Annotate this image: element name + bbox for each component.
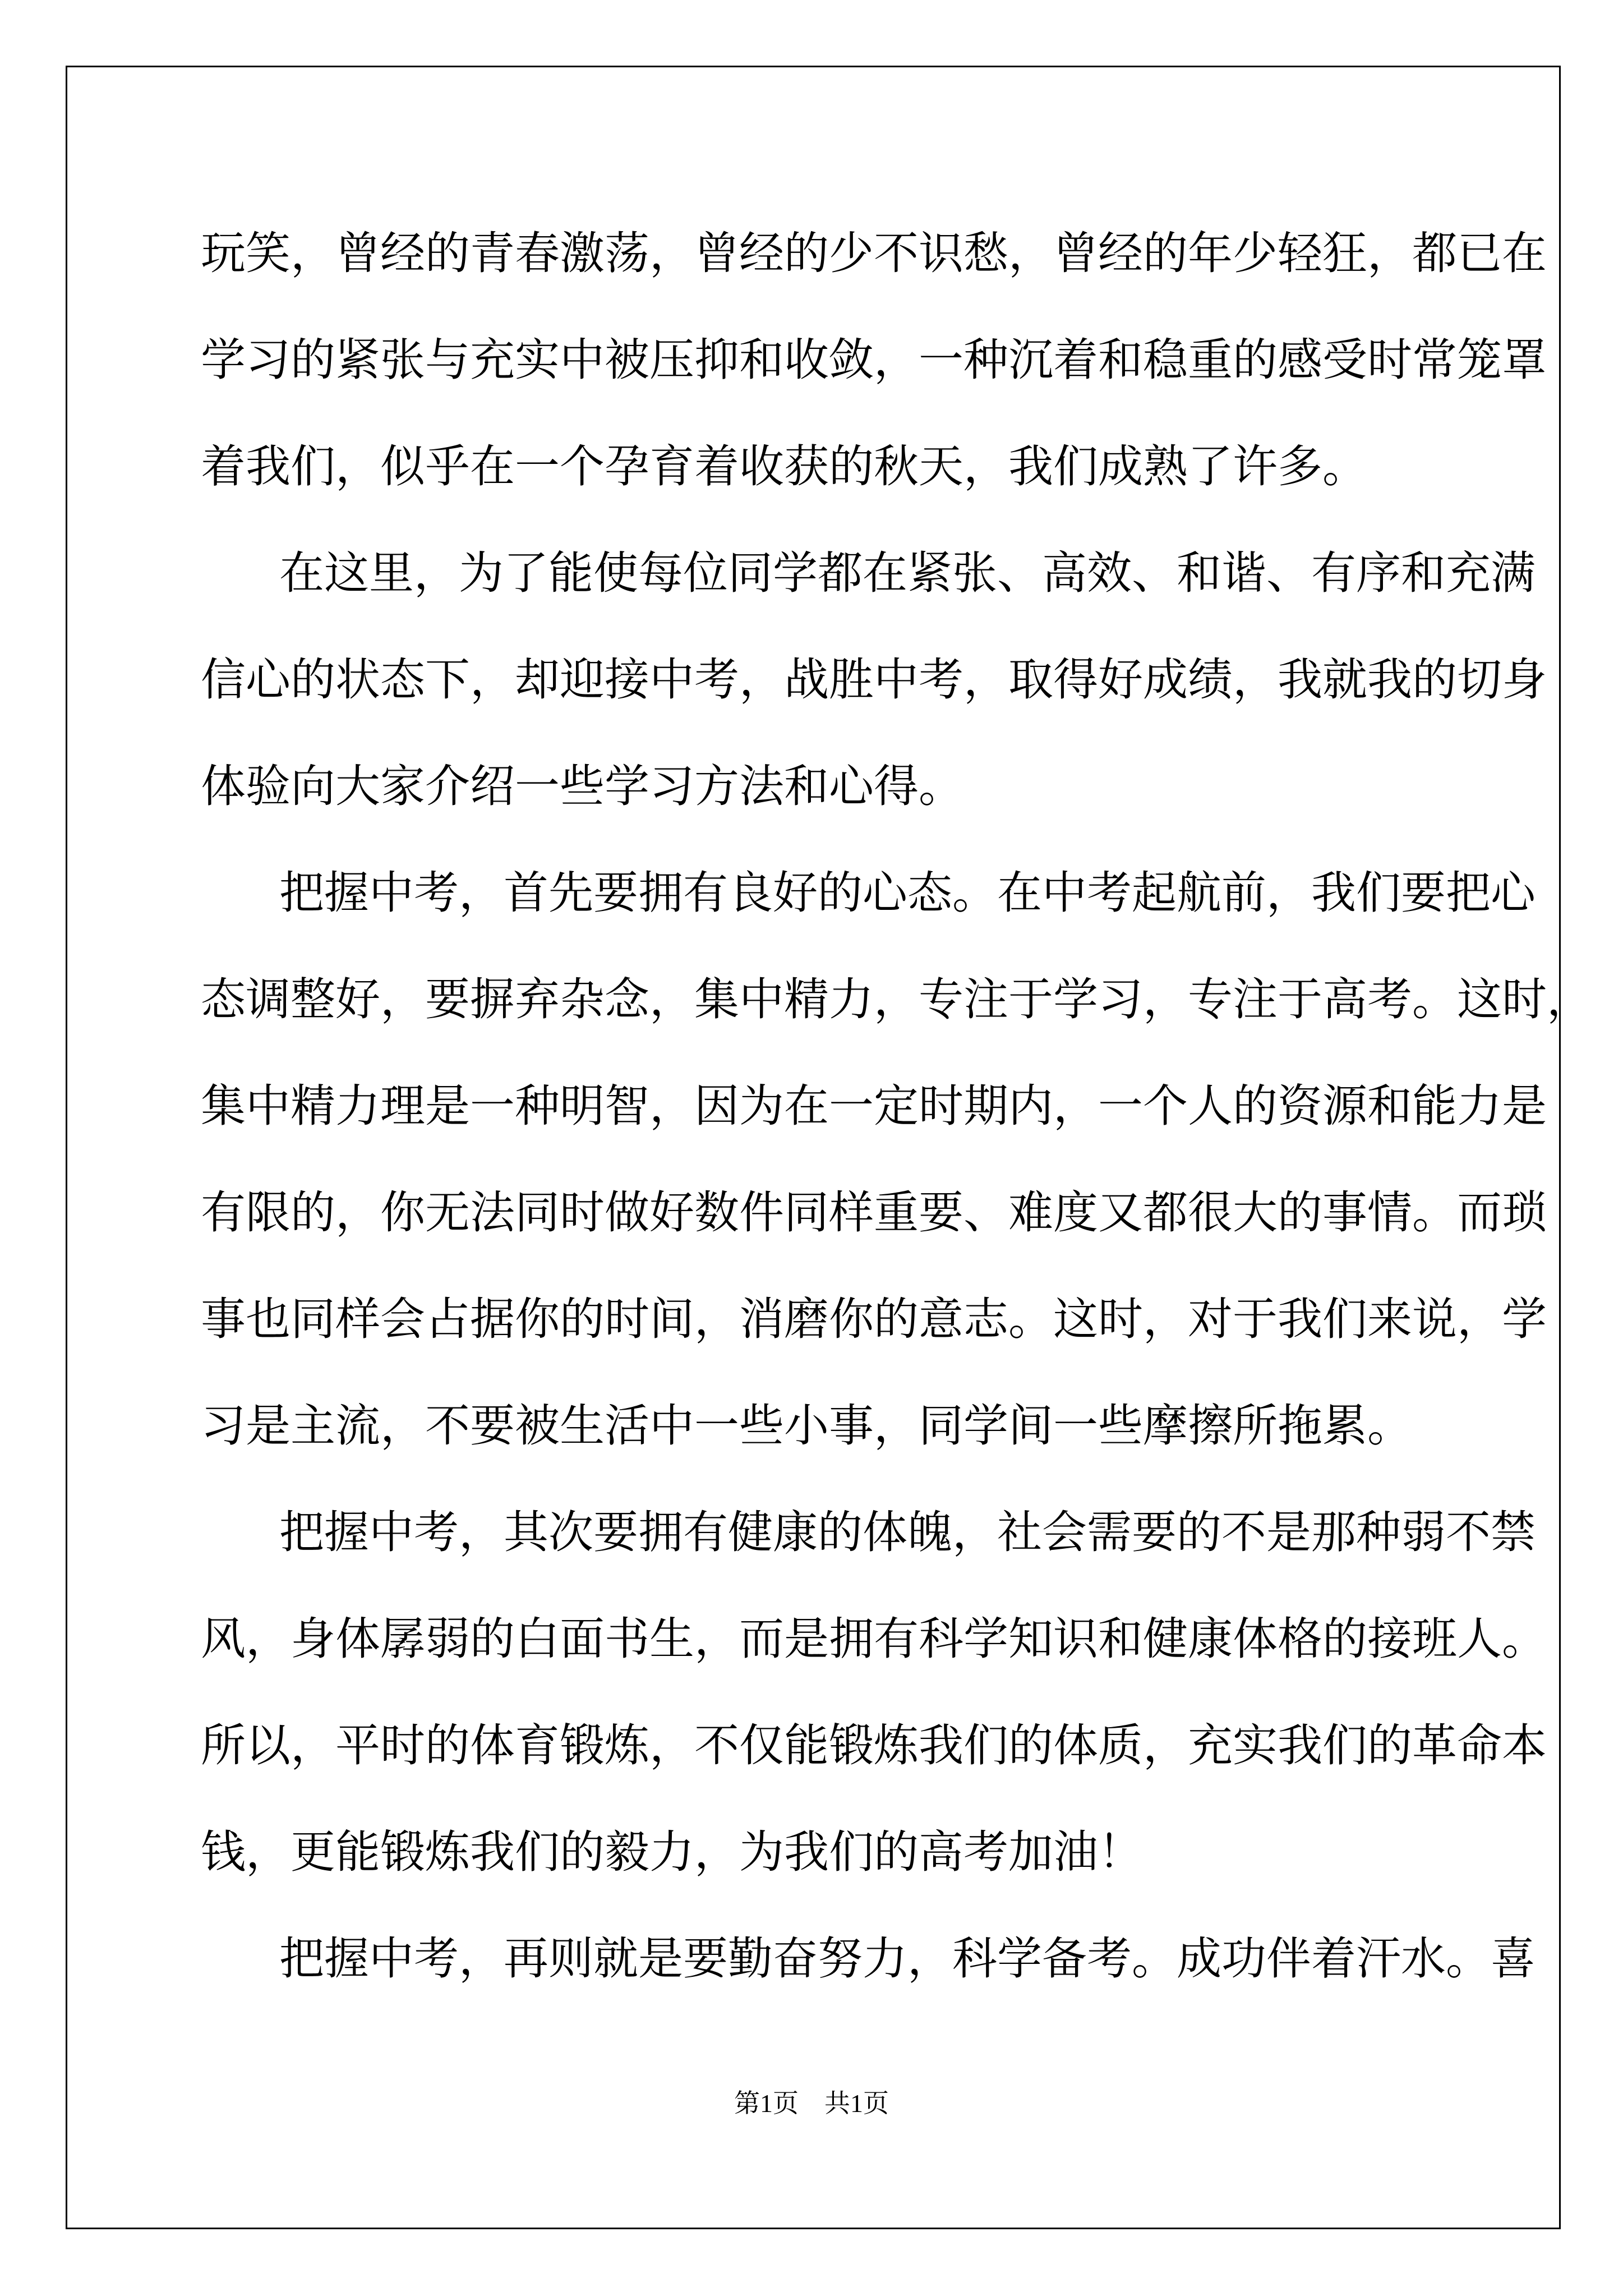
text-line: 体验向大家介绍一些学习方法和心得。 <box>201 760 963 812</box>
text-line: 事也同样会占据你的时间，消磨你的意志。这时，对于我们来说，学 <box>201 1293 1547 1345</box>
text-line: 习是主流，不要被生活中一些小事，同学间一些摩擦所拖累。 <box>201 1400 1412 1452</box>
text-line: 集中精力理是一种明智，因为在一定时期内，一个人的资源和能力是 <box>201 1080 1547 1132</box>
paragraph-first-line: 在这里，为了能使每位同学都在紧张、高效、和谐、有序和充满 <box>279 547 1536 599</box>
paragraph-first-line: 把握中考，再则就是要勤奋努力，科学备考。成功伴着汗水。喜 <box>279 1932 1536 1985</box>
text-line: 着我们，似乎在一个孕育着收获的秋天，我们成熟了许多。 <box>201 440 1367 493</box>
page-border <box>66 66 1561 2229</box>
text-line: 钱，更能锻炼我们的毅力，为我们的高考加油！ <box>201 1826 1143 1878</box>
text-line: 玩笑，曾经的青春激荡，曾经的少不识愁，曾经的年少轻狂，都已在 <box>201 227 1547 279</box>
text-line: 信心的状态下，却迎接中考，战胜中考，取得好成绩，我就我的切身 <box>201 654 1547 706</box>
text-line: 有限的，你无法同时做好数件同样重要、难度又都很大的事情。而琐 <box>201 1186 1547 1239</box>
page-number-footer: 第1页 共1页 <box>734 2089 889 2118</box>
text-line: 学习的紧张与充实中被压抑和收敛，一种沉着和稳重的感受时常笼罩 <box>201 334 1547 386</box>
paragraph-first-line: 把握中考，其次要拥有健康的体魄，社会需要的不是那种弱不禁 <box>279 1506 1536 1558</box>
paragraph-first-line: 把握中考，首先要拥有良好的心态。在中考起航前，我们要把心 <box>279 867 1536 919</box>
text-line: 态调整好，要摒弃杂念，集中精力，专注于学习，专注于高考。这时， <box>201 973 1592 1025</box>
text-line: 风，身体孱弱的白面书生，而是拥有科学知识和健康体格的接班人。 <box>201 1613 1547 1665</box>
text-line: 所以，平时的体育锻炼，不仅能锻炼我们的体质，充实我们的革命本 <box>201 1719 1547 1772</box>
